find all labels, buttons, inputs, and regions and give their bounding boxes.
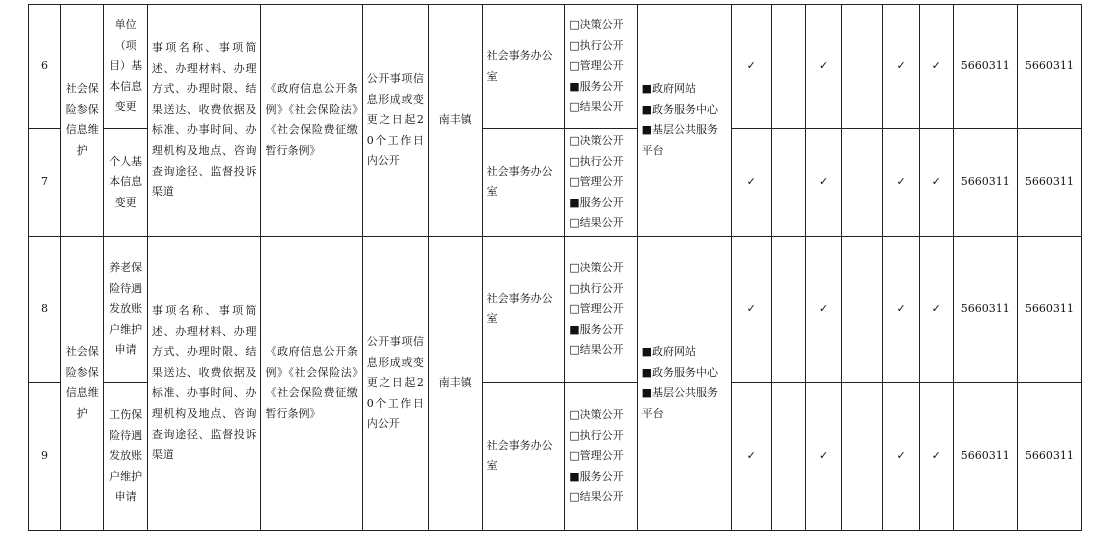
check-mark: ✓	[731, 382, 771, 530]
town-cell: 南丰镇	[428, 5, 482, 237]
check-mark	[842, 129, 883, 237]
check-mark: ✓	[806, 5, 842, 129]
check-mark: ✓	[883, 129, 919, 237]
category-cell: 社会保险参保信息维护	[61, 5, 104, 237]
phone-cell: 5660311	[953, 5, 1017, 129]
check-mark: ✓	[919, 129, 953, 237]
subject-cell: 社会事务办公室	[482, 382, 565, 530]
channel-cell: ■政府网站 ■政务服务中心 ■基层公共服务平台	[637, 5, 731, 237]
scope-cell: □决策公开 □执行公开 □管理公开 ■服务公开 □结果公开	[565, 236, 637, 382]
check-mark: ✓	[883, 382, 919, 530]
table-row	[29, 236, 1082, 382]
phone-cell: 5660311	[953, 382, 1017, 530]
phone-cell: 5660311	[1017, 5, 1081, 129]
check-mark: ✓	[806, 382, 842, 530]
phone-cell: 5660311	[1017, 236, 1081, 382]
scope-cell: □决策公开 □执行公开 □管理公开 ■服务公开 □结果公开	[565, 382, 637, 530]
check-mark: ✓	[731, 5, 771, 129]
check-mark	[771, 129, 805, 237]
row-number: 6	[29, 5, 61, 129]
check-mark: ✓	[731, 129, 771, 237]
check-mark	[842, 5, 883, 129]
check-mark: ✓	[919, 382, 953, 530]
sub-item-cell: 养老保险待遇发放账户维护申请	[104, 236, 147, 382]
row-number: 7	[29, 129, 61, 237]
time-limit-cell: 公开事项信息形成或变更之日起20个工作日内公开	[362, 5, 428, 237]
check-mark: ✓	[883, 5, 919, 129]
check-mark	[771, 382, 805, 530]
content-cell: 事项名称、事项简述、办理材料、办理方式、办理时限、结果送达、收费依据及标准、办事时间、办理机构及地点、咨询查询途径、监督投诉渠道	[147, 5, 261, 237]
check-mark: ✓	[883, 236, 919, 382]
sub-item-cell: 个人基本信息变更	[104, 129, 147, 237]
check-mark: ✓	[806, 129, 842, 237]
scope-cell: □决策公开 □执行公开 □管理公开 ■服务公开 □结果公开	[565, 5, 637, 129]
row-number: 8	[29, 236, 61, 382]
sub-item-cell: 单位（项目）基本信息变更	[104, 5, 147, 129]
check-mark	[842, 382, 883, 530]
town-cell: 南丰镇	[428, 236, 482, 530]
basis-cell: 《政府信息公开条例》《社会保险法》《社会保险费征缴暂行条例》	[261, 236, 362, 530]
check-mark	[771, 236, 805, 382]
phone-cell: 5660311	[953, 236, 1017, 382]
basis-cell: 《政府信息公开条例》《社会保险法》《社会保险费征缴暂行条例》	[261, 5, 362, 237]
phone-cell: 5660311	[1017, 129, 1081, 237]
table-row	[29, 5, 1082, 129]
category-cell: 社会保险参保信息维护	[61, 236, 104, 530]
check-mark: ✓	[731, 236, 771, 382]
disclosure-table	[28, 4, 1082, 531]
check-mark: ✓	[919, 5, 953, 129]
check-mark	[771, 5, 805, 129]
channel-cell: ■政府网站 ■政务服务中心 ■基层公共服务平台	[637, 236, 731, 530]
scope-cell: □决策公开 □执行公开 □管理公开 ■服务公开 □结果公开	[565, 129, 637, 237]
subject-cell: 社会事务办公室	[482, 236, 565, 382]
content-cell: 事项名称、事项简述、办理材料、办理方式、办理时限、结果送达、收费依据及标准、办事时间、办理机构及地点、咨询查询途径、监督投诉渠道	[147, 236, 261, 530]
sub-item-cell: 工伤保险待遇发放账户维护申请	[104, 382, 147, 530]
check-mark: ✓	[919, 236, 953, 382]
time-limit-cell: 公开事项信息形成或变更之日起20个工作日内公开	[362, 236, 428, 530]
phone-cell: 5660311	[1017, 382, 1081, 530]
check-mark	[842, 236, 883, 382]
check-mark: ✓	[806, 236, 842, 382]
subject-cell: 社会事务办公室	[482, 129, 565, 237]
phone-cell: 5660311	[953, 129, 1017, 237]
subject-cell: 社会事务办公室	[482, 5, 565, 129]
row-number: 9	[29, 382, 61, 530]
